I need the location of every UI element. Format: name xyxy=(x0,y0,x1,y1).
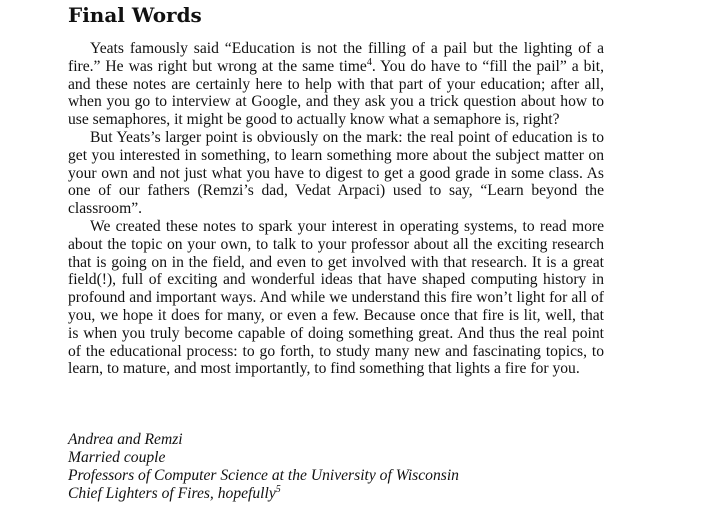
signature-relation: Married couple xyxy=(68,448,166,466)
signature-affiliation: Professors of Computer Science at the University of Wisconsin xyxy=(68,466,459,484)
document-page xyxy=(68,0,604,502)
paragraph-2: But Yeats’s larger point is obviously on the mark: the real point of education is to get you interested in something, to learn something more about the subject matter on your own and not just what you have to digest to get a good grade in some class. As one of our fathers (Remzi’s dad, Vedat Arpaci) used to say, “Learn beyond the classroom”. xyxy=(68,128,604,218)
signature-block xyxy=(68,431,459,503)
section-heading: Final Words xyxy=(68,3,202,27)
paragraph-3: We created these notes to spark your interest in operating systems, to read more about the topic on your own, to talk to your professor about all the exciting research that is going on in the field, and even to get involved with that research. It is a great field(!), full of exciting and wonderful ideas that have shaped computing history in profound and important ways. And while we understand this fire won’t light for all of you, we hope it does for many, or even a few. Because once that fire is lit, well, that is when you truly become capable of doing something great. And thus the real point of the educational process: to go forth, to study many new and fascinating topics, to learn, to mature, and most importantly, to find something that lights a fire for you. xyxy=(68,217,604,378)
paragraph-1-continued: . You do have to “fill the pail” a bit, and these notes are certainly here to help with that part of your education; after all, when you go to interview at Google, and they ask you a trick question about how to use semaphores, it might be good to actually know what a semaphore is, right? xyxy=(68,57,604,129)
paragraph-1 xyxy=(68,40,604,129)
body-text xyxy=(68,40,604,378)
signature-role: Chief Lighters of Fires, hopefully xyxy=(68,484,276,502)
signature-names: Andrea and Remzi xyxy=(68,431,183,448)
footnote-marker-4[interactable]: 4 xyxy=(366,56,372,68)
paragraph-1-text: Yeats famously said “Education is not the filling of a pail but the lighting of a fire.” He was right but wrong at the same time xyxy=(68,40,604,75)
footnote-marker-5[interactable]: 5 xyxy=(275,483,281,495)
signature-role-line xyxy=(68,485,459,503)
